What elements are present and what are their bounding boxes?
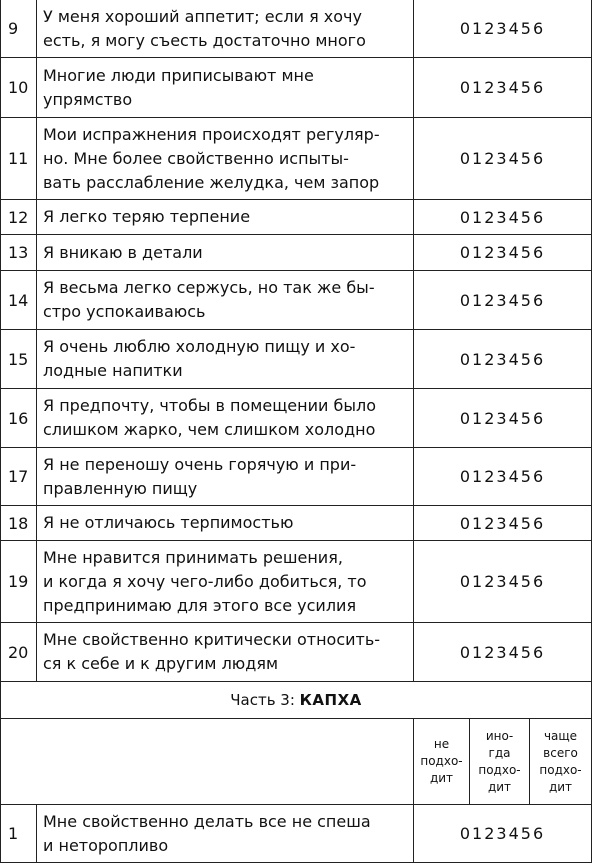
row-number: 9: [1, 0, 37, 58]
row-number: 10: [1, 58, 37, 118]
row-statement: Мне нравится принимать решения, и когда я хочу чего-либо добиться, то предпринимаю для этого все усилия: [37, 541, 414, 623]
header-mostly-suitable: чаще всего подхо- дит: [530, 719, 592, 805]
row-number: 19: [1, 541, 37, 623]
row-statement: Я легко теряю терпение: [37, 200, 414, 235]
table-row: [1, 0, 592, 58]
section-heading: Часть 3: КАПХА: [1, 682, 592, 719]
row-number: 1: [1, 805, 37, 863]
header-sometimes-suitable: ино- гда подхо- дит: [470, 719, 530, 805]
rating-scale[interactable]: 0123456: [414, 118, 592, 200]
table-row: [1, 506, 592, 541]
rating-scale[interactable]: 0123456: [414, 271, 592, 330]
row-number: 15: [1, 330, 37, 389]
rating-scale[interactable]: 0123456: [414, 805, 592, 863]
table-row: [1, 389, 592, 448]
rating-scale[interactable]: 0123456: [414, 541, 592, 623]
rating-scale[interactable]: 0123456: [414, 506, 592, 541]
row-number: 16: [1, 389, 37, 448]
table-row: [1, 235, 592, 271]
table-row: [1, 118, 592, 200]
row-statement: Мои испражнения происходят регуляр- но. Мне более свойственно испыты- вать расслабление желудка, чем запор: [37, 118, 414, 200]
row-statement: Мне свойственно критически относить- ся к себе и к другим людям: [37, 623, 414, 682]
rating-scale[interactable]: 0123456: [414, 235, 592, 271]
row-number: 11: [1, 118, 37, 200]
row-statement: Я не отличаюсь терпимостью: [37, 506, 414, 541]
row-statement: Я предпочту, чтобы в помещении было слишком жарко, чем слишком холодно: [37, 389, 414, 448]
row-number: 12: [1, 200, 37, 235]
row-number: 14: [1, 271, 37, 330]
questionnaire-rows: [1, 0, 592, 863]
rating-scale[interactable]: 0123456: [414, 623, 592, 682]
table-row: [1, 541, 592, 623]
row-statement: У меня хороший аппетит; если я хочу есть, я могу съесть достаточно много: [37, 0, 414, 58]
row-statement: Мне свойственно делать все не спеша и неторопливо: [37, 805, 414, 863]
row-statement: Я очень люблю холодную пищу и хо- лодные напитки: [37, 330, 414, 389]
row-number: 18: [1, 506, 37, 541]
rating-scale[interactable]: 0123456: [414, 389, 592, 448]
table-row: [1, 271, 592, 330]
row-number: 17: [1, 448, 37, 506]
table-row: [1, 448, 592, 506]
table-row: [1, 200, 592, 235]
rating-scale[interactable]: 0123456: [414, 0, 592, 58]
table-row: [1, 58, 592, 118]
scale-header-row: [1, 719, 592, 805]
table-row: [1, 330, 592, 389]
rating-scale[interactable]: 0123456: [414, 58, 592, 118]
section-heading-row: [1, 682, 592, 719]
section-name: КАПХА: [299, 691, 362, 709]
table-row: [1, 623, 592, 682]
rating-scale[interactable]: 0123456: [414, 448, 592, 506]
row-number: 13: [1, 235, 37, 271]
row-statement: Я не переношу очень горячую и при- правленную пищу: [37, 448, 414, 506]
rating-scale[interactable]: 0123456: [414, 330, 592, 389]
row-statement: Многие люди приписывают мне упрямство: [37, 58, 414, 118]
header-not-suitable: не подхо- дит: [414, 719, 470, 805]
header-empty-cell: [1, 719, 414, 805]
row-number: 20: [1, 623, 37, 682]
rating-scale[interactable]: 0123456: [414, 200, 592, 235]
row-statement: Я вникаю в детали: [37, 235, 414, 271]
row-statement: Я весьма легко сержусь, но так же бы- стро успокаиваюсь: [37, 271, 414, 330]
table-row: [1, 805, 592, 863]
